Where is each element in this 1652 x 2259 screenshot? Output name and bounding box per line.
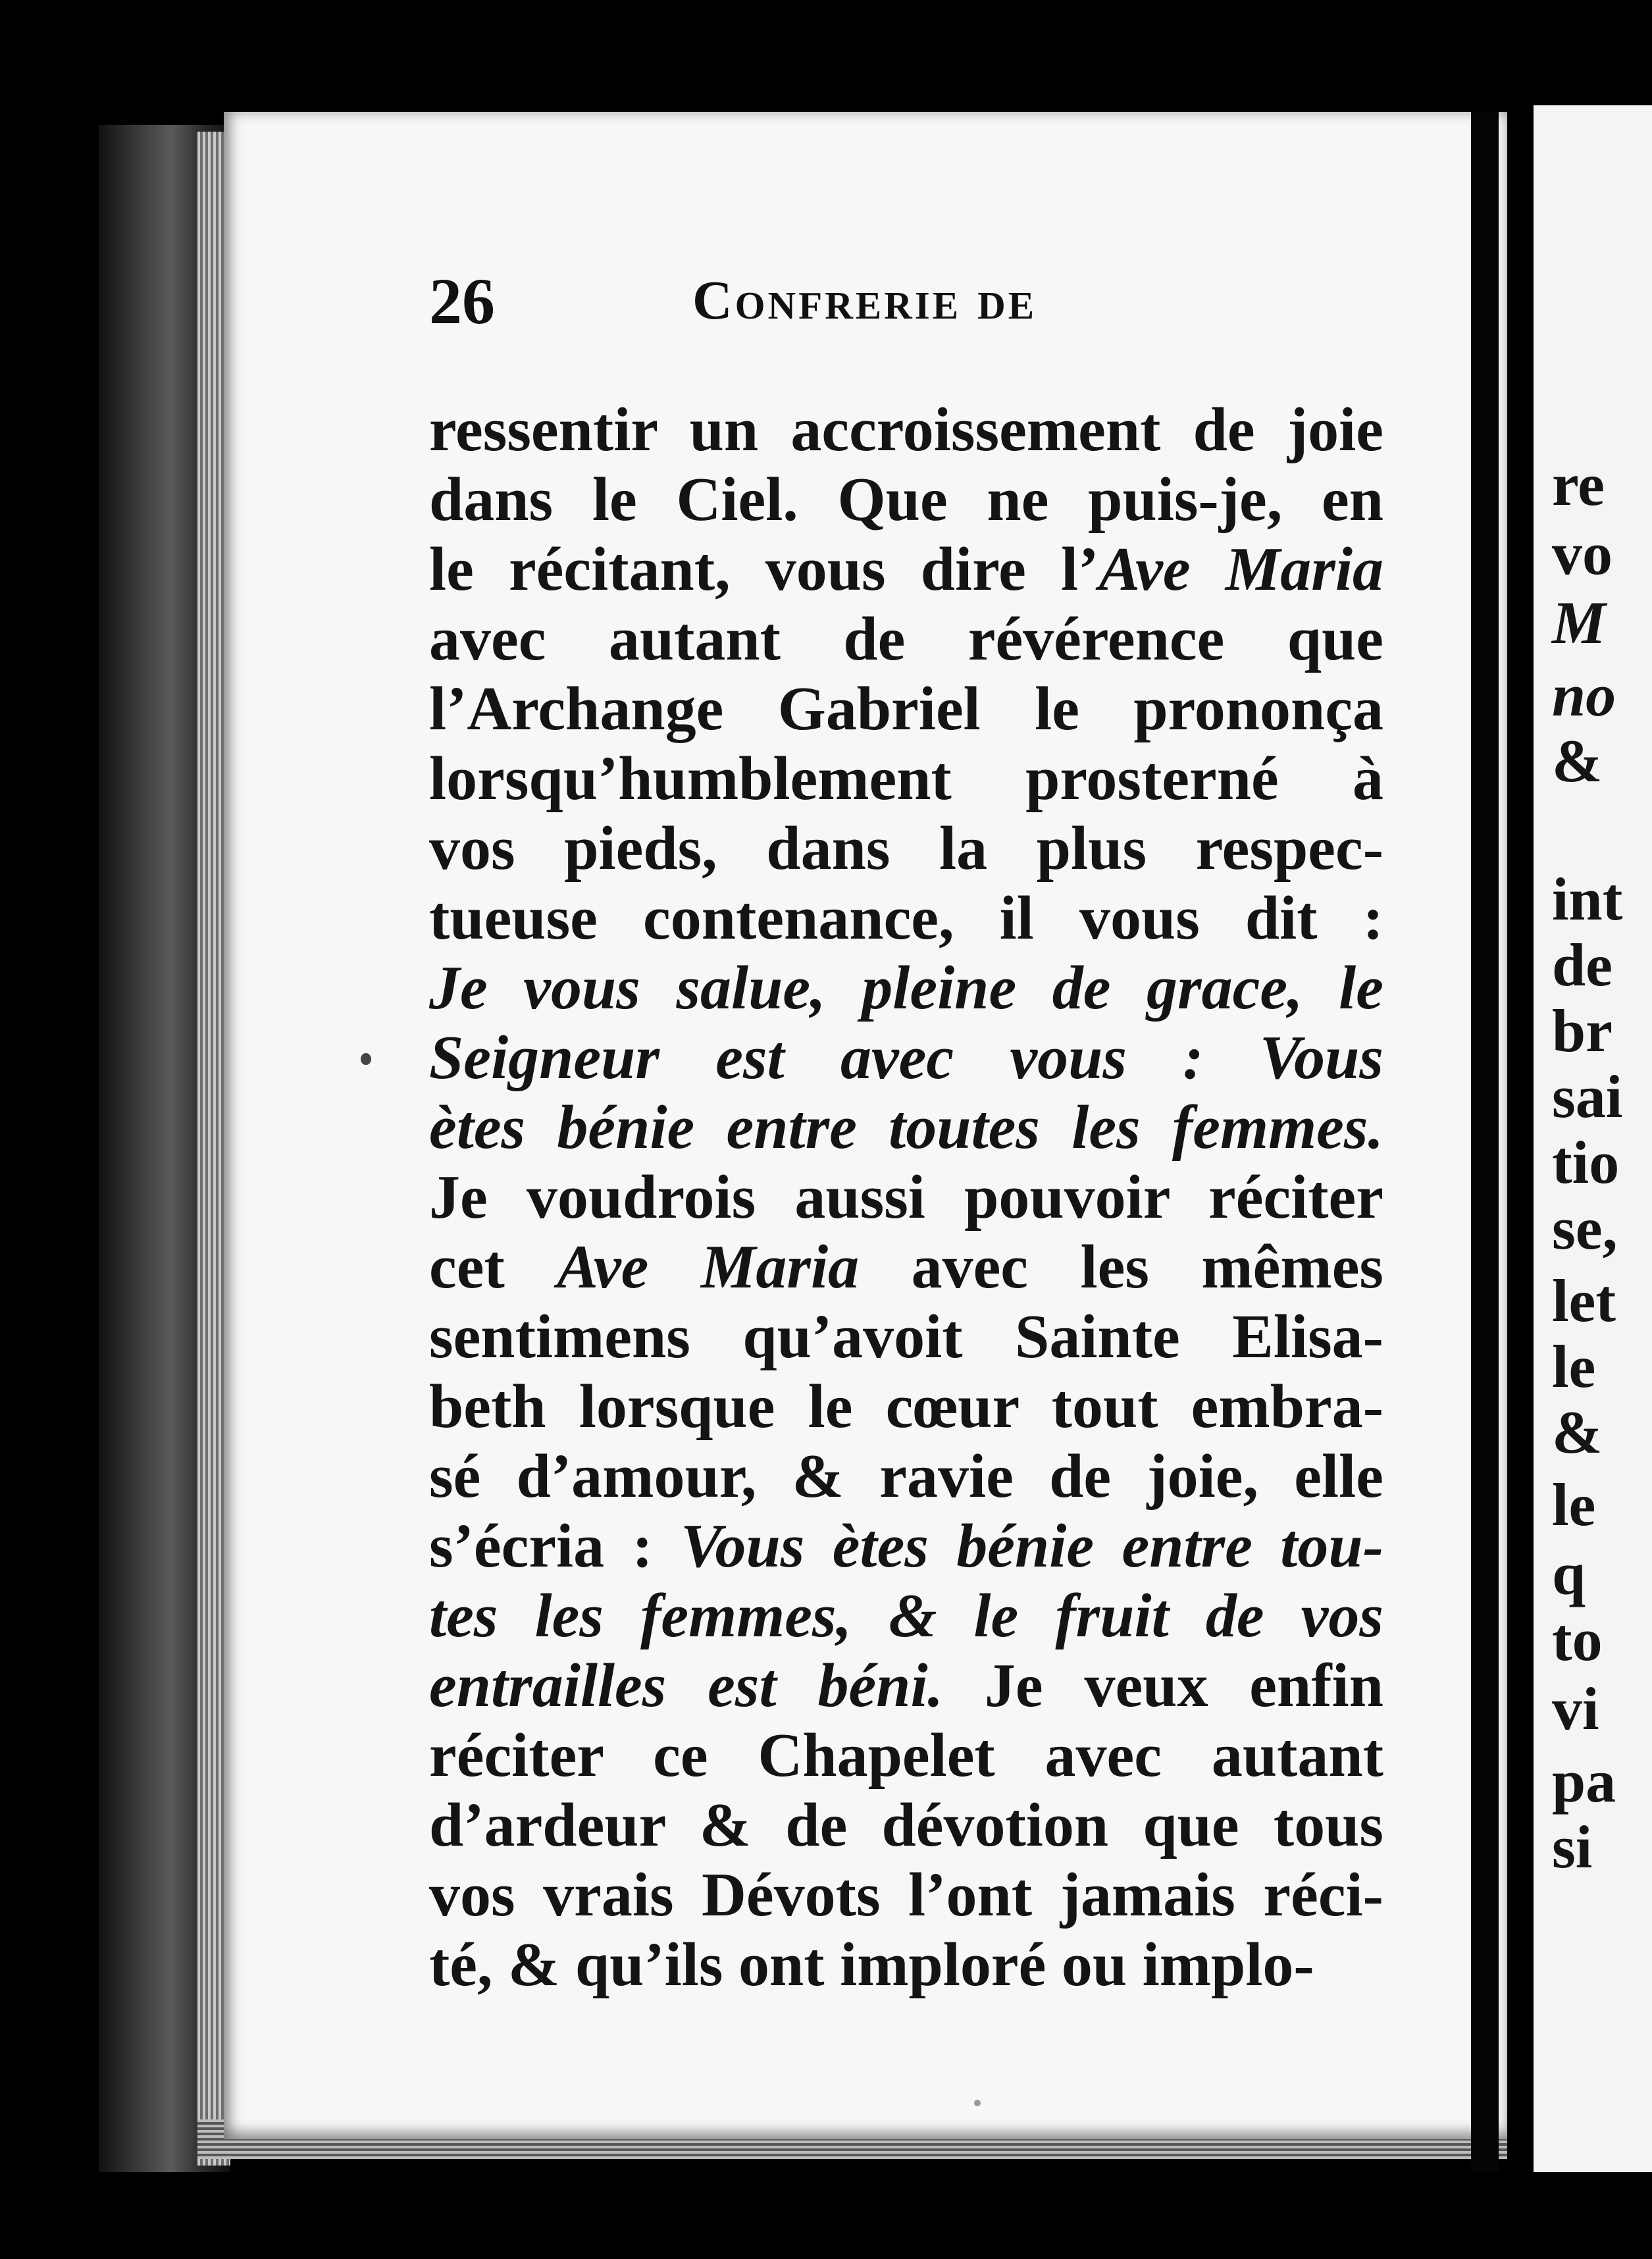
text-line — [429, 814, 1383, 883]
right-page-line: & — [1552, 727, 1603, 794]
text-run: vos pieds, dans la plus respec- — [429, 814, 1383, 883]
page-number: 26 — [429, 265, 495, 338]
right-page-line: no — [1552, 662, 1616, 729]
italic-text: ètes bénie entre toutes les femmes. — [429, 1093, 1383, 1162]
text-line — [429, 534, 1383, 604]
text-line — [429, 1511, 1383, 1581]
right-page-line: re — [1552, 451, 1605, 518]
right-page-line: q — [1552, 1540, 1586, 1607]
text-line — [429, 674, 1383, 744]
text-run: ressentir un accroissement de joie — [429, 396, 1383, 464]
italic-text: Vous ètes bénie entre tou- — [681, 1512, 1383, 1580]
text-line — [429, 883, 1383, 953]
right-page-line: se, — [1552, 1195, 1618, 1262]
text-run: dans le Ciel. Que ne puis-je, en — [429, 465, 1383, 534]
text-line — [429, 953, 1383, 1023]
body-text — [429, 395, 1383, 2000]
right-page-line: pa — [1552, 1748, 1616, 1815]
text-run: sentimens qu’avoit Sainte Elisa- — [429, 1303, 1383, 1371]
right-page-line: to — [1552, 1606, 1603, 1673]
text-line — [429, 1651, 1383, 1721]
right-page-line: int — [1552, 866, 1623, 933]
running-head: Confrerie de — [692, 270, 1037, 331]
right-page-line: vi — [1552, 1675, 1599, 1742]
text-line — [429, 465, 1383, 534]
page-header — [429, 263, 1383, 349]
italic-text: entrailles est béni. — [429, 1651, 944, 1720]
right-page-line: tio — [1552, 1129, 1620, 1196]
text-line — [429, 1302, 1383, 1372]
text-line — [429, 1860, 1383, 1930]
text-run: s’écria : — [429, 1512, 681, 1580]
right-page-line: M — [1552, 589, 1606, 656]
right-page-line: & — [1552, 1399, 1603, 1466]
text-run: le récitant, vous dire l’ — [429, 535, 1099, 604]
right-page-fragment — [1534, 105, 1652, 2172]
text-line — [429, 1232, 1383, 1302]
text-line — [429, 395, 1383, 465]
text-run: réciter ce Chapelet avec autant — [429, 1721, 1383, 1790]
text-run: l’Archange Gabriel le prononça — [429, 675, 1383, 743]
right-page-line: vo — [1552, 520, 1613, 587]
text-run: d’ardeur & de dévotion que tous — [429, 1791, 1383, 1859]
book-gutter — [1471, 112, 1499, 2172]
text-run: Je voudrois aussi pouvoir réciter — [429, 1163, 1383, 1232]
italic-text: Seigneur est avec vous : Vous — [429, 1024, 1383, 1092]
text-line — [429, 1023, 1383, 1093]
right-page-line: si — [1552, 1813, 1593, 1881]
text-line — [429, 1930, 1383, 2000]
text-line — [429, 604, 1383, 674]
right-page-line: le — [1552, 1333, 1596, 1400]
text-line — [429, 744, 1383, 814]
text-line — [429, 1581, 1383, 1651]
right-page-line: le — [1552, 1471, 1596, 1538]
text-run: sé d’amour, & ravie de joie, elle — [429, 1442, 1383, 1511]
text-run: té, & qu’ils ont imploré ou implo- — [429, 1931, 1314, 1999]
text-run: beth lorsque le cœur tout embra- — [429, 1372, 1383, 1441]
text-run: Je veux enfin — [943, 1651, 1383, 1720]
text-run: avec les mêmes — [859, 1233, 1383, 1301]
italic-text: Je vous salue, pleine de grace, le — [429, 954, 1383, 1022]
text-line — [429, 1790, 1383, 1860]
right-page-line: de — [1552, 931, 1613, 999]
right-page-line: sai — [1552, 1063, 1623, 1130]
text-line — [429, 1162, 1383, 1232]
margin-speck — [361, 1053, 371, 1065]
right-page-line: br — [1552, 997, 1613, 1064]
text-run: cet — [429, 1233, 557, 1301]
right-page-line: let — [1552, 1267, 1616, 1334]
text-run: lorsqu’humblement prosterné à — [429, 744, 1383, 813]
text-line — [429, 1093, 1383, 1162]
text-run: avec autant de révérence que — [429, 605, 1383, 673]
margin-speck — [974, 2100, 981, 2106]
italic-text: Ave Maria — [1098, 535, 1383, 604]
text-run: tueuse contenance, il vous dit : — [429, 884, 1383, 952]
italic-text: tes les femmes, & le fruit de vos — [429, 1582, 1383, 1650]
text-line — [429, 1441, 1383, 1511]
text-line — [429, 1372, 1383, 1441]
italic-text: Ave Maria — [557, 1233, 860, 1301]
text-line — [429, 1721, 1383, 1790]
text-run: vos vrais Dévots l’ont jamais réci- — [429, 1861, 1383, 1929]
